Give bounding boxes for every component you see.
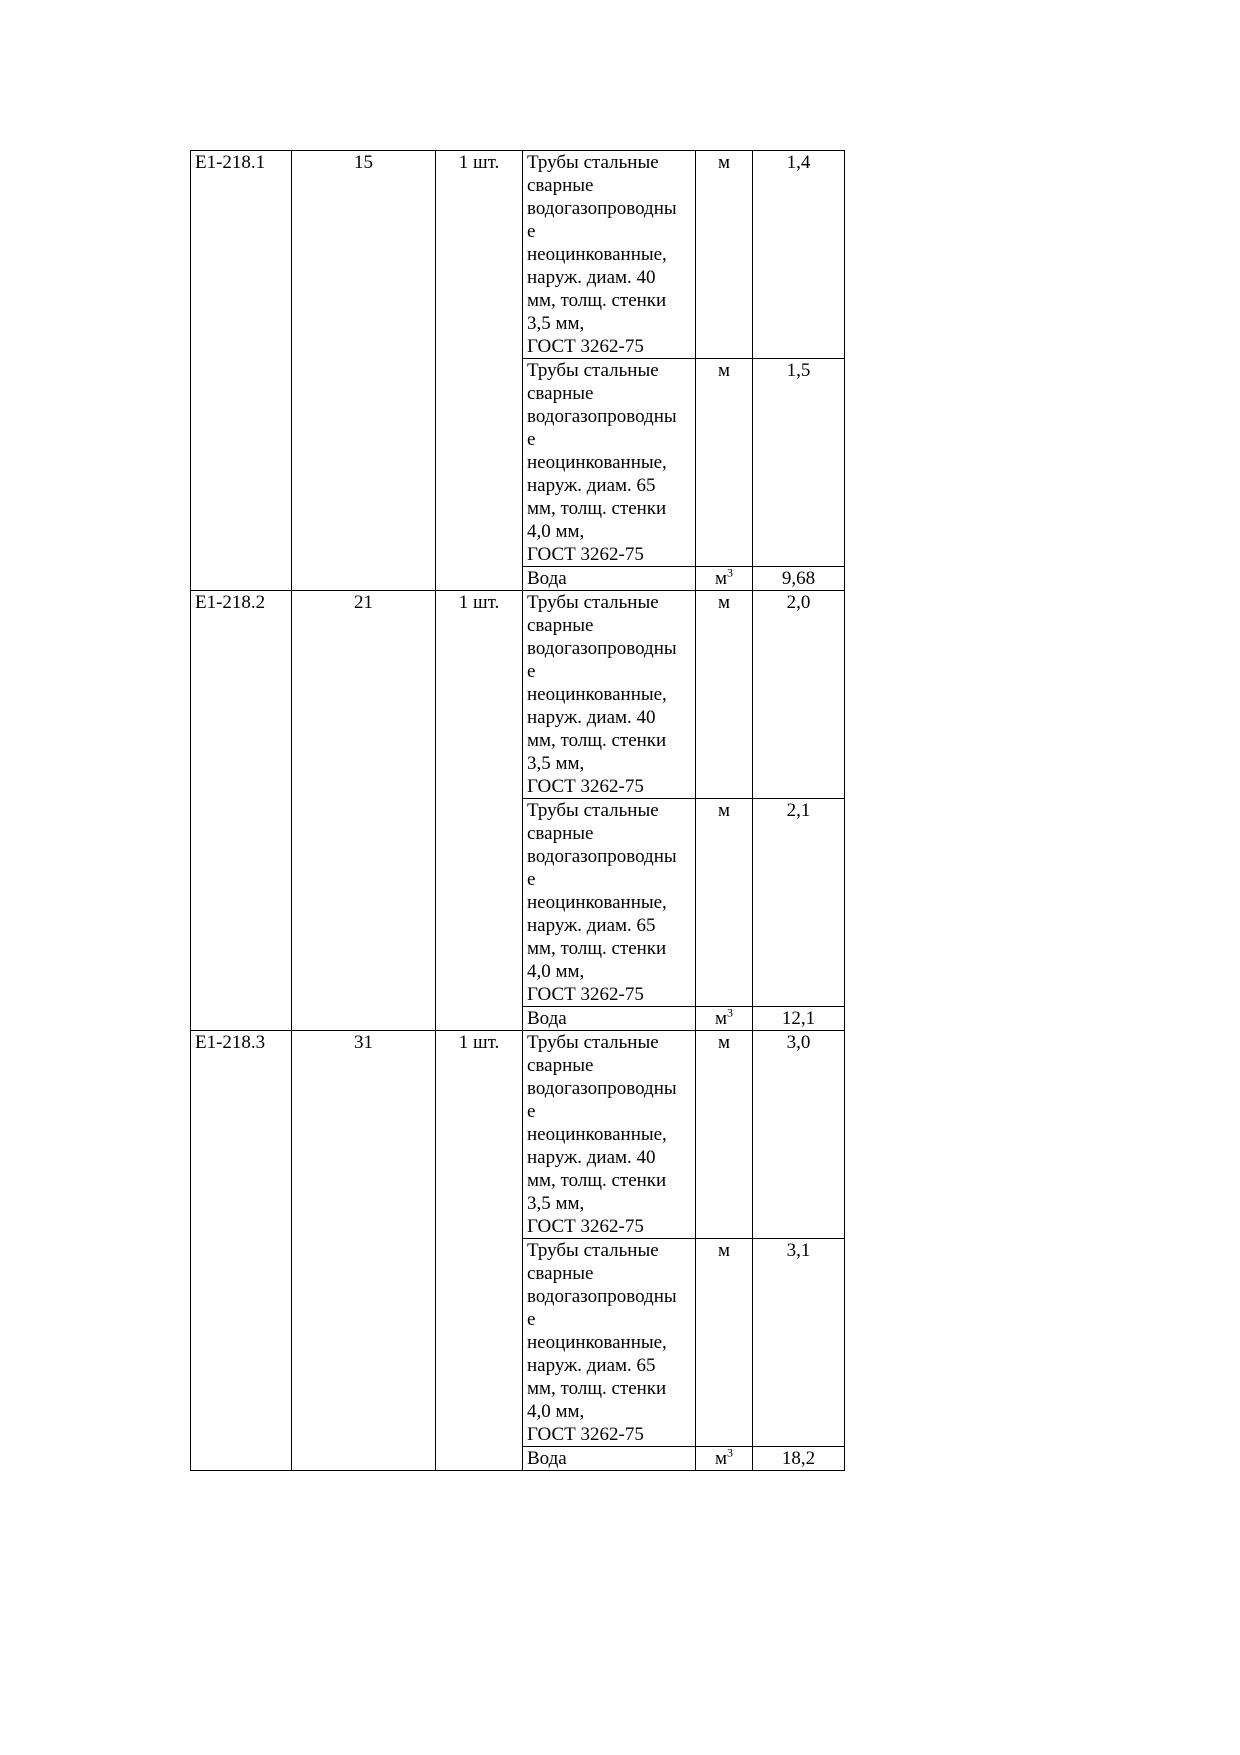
material-description: Вода — [523, 1447, 696, 1471]
unit-superscript: 3 — [727, 1005, 734, 1020]
table-row — [191, 151, 845, 359]
value-cell: 9,68 — [753, 567, 845, 591]
unit-cell — [696, 1447, 753, 1471]
unit-cell — [696, 1007, 753, 1031]
code-cell: Е1-218.2 — [191, 591, 292, 799]
value-cell: 2,1 — [753, 799, 845, 1007]
material-description: Трубы стальные сварные водогазопроводны е неоцинкованные, наруж. диам. 40 мм, толщ. стенки 3,5 мм, ГОСТ 3262-75 — [523, 1031, 696, 1239]
unit-text: м — [714, 568, 728, 589]
material-description: Трубы стальные сварные водогазопроводны е неоцинкованные, наруж. диам. 40 мм, толщ. стенки 3,5 мм, ГОСТ 3262-75 — [523, 591, 696, 799]
value-cell: 1,5 — [753, 359, 845, 567]
unit-cell: м — [696, 1239, 753, 1447]
table-row — [191, 567, 845, 591]
code-cell: Е1-218.3 — [191, 1031, 292, 1239]
unit-cell: м — [696, 359, 753, 567]
unit-cell: м — [696, 799, 753, 1007]
material-description: Трубы стальные сварные водогазопроводны е неоцинкованные, наруж. диам. 40 мм, толщ. стенки 3,5 мм, ГОСТ 3262-75 — [523, 151, 696, 359]
materials-table — [190, 150, 845, 1471]
material-description: Трубы стальные сварные водогазопроводны е неоцинкованные, наруж. диам. 65 мм, толщ. стенки 4,0 мм, ГОСТ 3262-75 — [523, 1239, 696, 1447]
value-cell: 2,0 — [753, 591, 845, 799]
quantity-cell: 1 шт. — [436, 591, 523, 799]
table-row — [191, 591, 845, 799]
unit-text: м — [714, 1008, 728, 1029]
value-cell: 1,4 — [753, 151, 845, 359]
material-description: Трубы стальные сварные водогазопроводны е неоцинкованные, наруж. диам. 65 мм, толщ. стенки 4,0 мм, ГОСТ 3262-75 — [523, 799, 696, 1007]
material-description: Вода — [523, 567, 696, 591]
material-description: Трубы стальные сварные водогазопроводны е неоцинкованные, наруж. диам. 65 мм, толщ. стенки 4,0 мм, ГОСТ 3262-75 — [523, 359, 696, 567]
value-cell: 18,2 — [753, 1447, 845, 1471]
unit-superscript: 3 — [727, 1445, 734, 1460]
table-row — [191, 359, 845, 567]
value-cell: 3,1 — [753, 1239, 845, 1447]
table-row — [191, 1239, 845, 1447]
number-cell: 31 — [292, 1031, 436, 1239]
table-row — [191, 1031, 845, 1239]
quantity-cell: 1 шт. — [436, 1031, 523, 1239]
value-cell: 3,0 — [753, 1031, 845, 1239]
value-cell: 12,1 — [753, 1007, 845, 1031]
unit-cell: м — [696, 1031, 753, 1239]
unit-text: м — [714, 1448, 728, 1469]
code-cell: Е1-218.1 — [191, 151, 292, 359]
unit-cell — [696, 567, 753, 591]
unit-superscript: 3 — [727, 565, 734, 580]
table-row — [191, 1007, 845, 1031]
number-cell: 15 — [292, 151, 436, 359]
unit-cell: м — [696, 151, 753, 359]
material-description: Вода — [523, 1007, 696, 1031]
quantity-cell: 1 шт. — [436, 151, 523, 359]
unit-cell: м — [696, 591, 753, 799]
table-row — [191, 799, 845, 1007]
number-cell: 21 — [292, 591, 436, 799]
table-row — [191, 1447, 845, 1471]
